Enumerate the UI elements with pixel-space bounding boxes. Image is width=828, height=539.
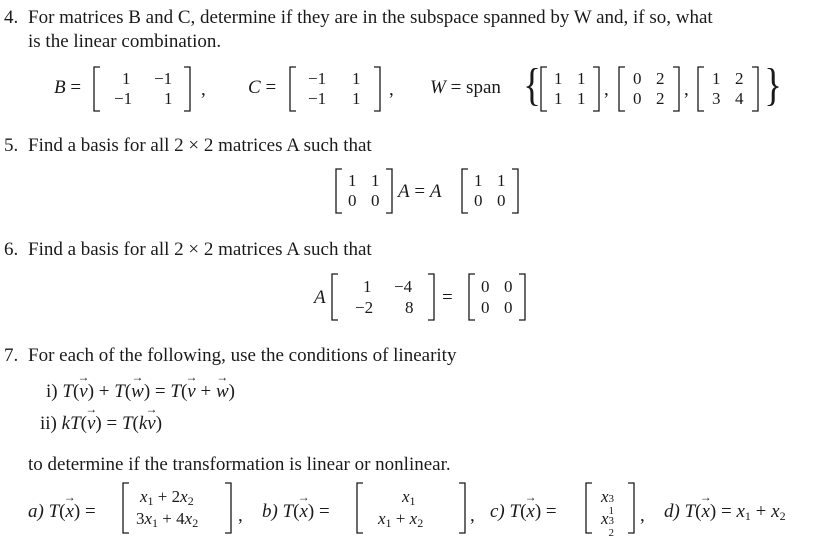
cell-W1-21: 1 [554,89,563,108]
span-label: span [466,77,501,98]
cell-W2-22: 2 [656,89,665,108]
matrix-p6-zero [468,273,526,321]
comma: , [684,79,689,100]
cell-p5L-22: 0 [371,191,380,210]
cell-C-21: −1 [308,89,327,108]
cell-W3-12: 2 [735,69,744,88]
condition-i: i) T(→ v) + T(→ w) = T(→ v + → w) [46,382,235,401]
part-c-label: c) [490,501,505,522]
problem-6-text: Find a basis for all 2 × 2 matrices A such that [28,239,372,260]
label-A: A [398,181,410,202]
cell-W2-11: 0 [633,69,642,88]
equals-sign: = [442,287,453,308]
matrix-p5-left [335,168,393,214]
matrix-C-brackets [289,66,381,112]
matrix-p6-left [331,273,435,321]
comma: , [201,79,206,100]
part-a-label: a) [28,501,44,522]
cell-p6Z-11: 0 [481,277,490,296]
part-c-row1: x 3 1 [601,487,615,517]
condition-ii-label: ii) [40,413,57,434]
label-A: A [429,181,442,202]
matrix-p5-right-brackets [461,168,519,214]
cell-W3-11: 1 [712,69,721,88]
comma: , [389,79,394,100]
cell-W3-21: 3 [712,89,721,108]
label-C: C [248,77,261,98]
part-a-vector [122,482,232,534]
problem-4-text-line1: For matrices B and C, determine if they are in the subspace spanned by W and, if so, what [28,7,713,28]
part-c-lhs: c) T(→ x) = [490,502,557,521]
matrix-C-equation: C = [248,77,277,98]
right-brace: } [764,59,782,110]
problem-7-text: For each of the following, use the conditions of linearity [28,345,457,366]
matrix-B [93,66,191,112]
matrix-W3-brackets [697,66,759,112]
part-c-row2: x 3 2 [601,509,615,539]
condition-i-label: i) [46,381,58,402]
matrix-W1-brackets [540,66,600,112]
part-a-row1: x1 + 2x2 [140,487,194,508]
cell-p6L-21: −2 [355,298,374,317]
part-c-vector [585,482,635,539]
part-a-row2: 3x1 + 4x2 [136,509,199,530]
cell-p5L-21: 0 [348,191,357,210]
cell-C-12: 1 [352,69,361,88]
cell-W3-22: 4 [735,89,744,108]
matrix-W1 [540,66,600,112]
part-a-lhs: a) T(→ x) = [28,502,96,521]
left-brace: { [523,59,541,110]
p5-equation-middle: A = A [398,181,442,202]
comma: , [238,505,243,526]
cell-C-22: 1 [352,89,361,108]
matrix-p5-right [461,168,519,214]
cell-W2-12: 2 [656,69,665,88]
matrix-p6-zero-brackets [468,273,526,321]
matrix-p6-left-brackets [331,273,435,321]
matrix-B-brackets [93,66,191,112]
label-B: B [54,77,66,98]
problem-5-text: Find a basis for all 2 × 2 matrices A such that [28,135,372,156]
condition-ii: ii) kT(→ v) = T(k→ v) [40,414,162,433]
cell-p5L-11: 1 [348,171,357,190]
matrix-W2 [618,66,680,112]
comma: , [640,505,645,526]
problem-5-number: 5. [4,135,19,156]
part-b-row2: x1 + x2 [378,509,424,530]
problem-4-number: 4. [4,7,19,28]
cell-W1-12: 1 [577,69,586,88]
cell-p5R-22: 0 [497,191,506,210]
matrix-W2-brackets [618,66,680,112]
span-W-equation: W = span [430,77,501,98]
part-b-lhs: b) T(→ x) = [262,502,330,521]
matrix-C [289,66,381,112]
cell-p6Z-12: 0 [504,277,513,296]
cell-p5L-12: 1 [371,171,380,190]
cell-C-11: −1 [308,69,327,88]
matrix-p5-left-brackets [335,168,393,214]
part-b-vector [356,482,466,534]
cell-W1-11: 1 [554,69,563,88]
cell-p6L-12: −4 [394,277,413,296]
label-A: A [314,287,326,308]
part-b-row1: x1 [402,487,416,508]
cell-B-12: −1 [154,69,173,88]
comma: , [470,505,475,526]
cell-p6L-11: 1 [363,277,372,296]
cell-B-21: −1 [114,89,133,108]
problem-6-number: 6. [4,239,19,260]
part-b-label: b) [262,501,278,522]
cell-p5R-11: 1 [474,171,483,190]
cell-B-22: 1 [164,89,173,108]
comma: , [604,79,609,100]
cell-p6Z-22: 0 [504,298,513,317]
cell-p6L-22: 8 [405,298,414,317]
matrix-B-equation: B = [54,77,82,98]
cell-p5R-12: 1 [497,171,506,190]
cell-p6Z-21: 0 [481,298,490,317]
problem-4-text-line2: is the linear combination. [28,31,222,52]
cell-W1-22: 1 [577,89,586,108]
problem-7-number: 7. [4,345,19,366]
cell-W2-21: 0 [633,89,642,108]
cell-B-11: 1 [122,69,131,88]
problem-7-tail: to determine if the transformation is linear or nonlinear. [28,454,451,475]
part-d-label: d) [664,501,680,522]
part-d-equation: d) T(→ x) = x1 + x2 [664,502,786,522]
matrix-W3 [697,66,759,112]
cell-p5R-21: 0 [474,191,483,210]
label-W: W [430,77,446,98]
